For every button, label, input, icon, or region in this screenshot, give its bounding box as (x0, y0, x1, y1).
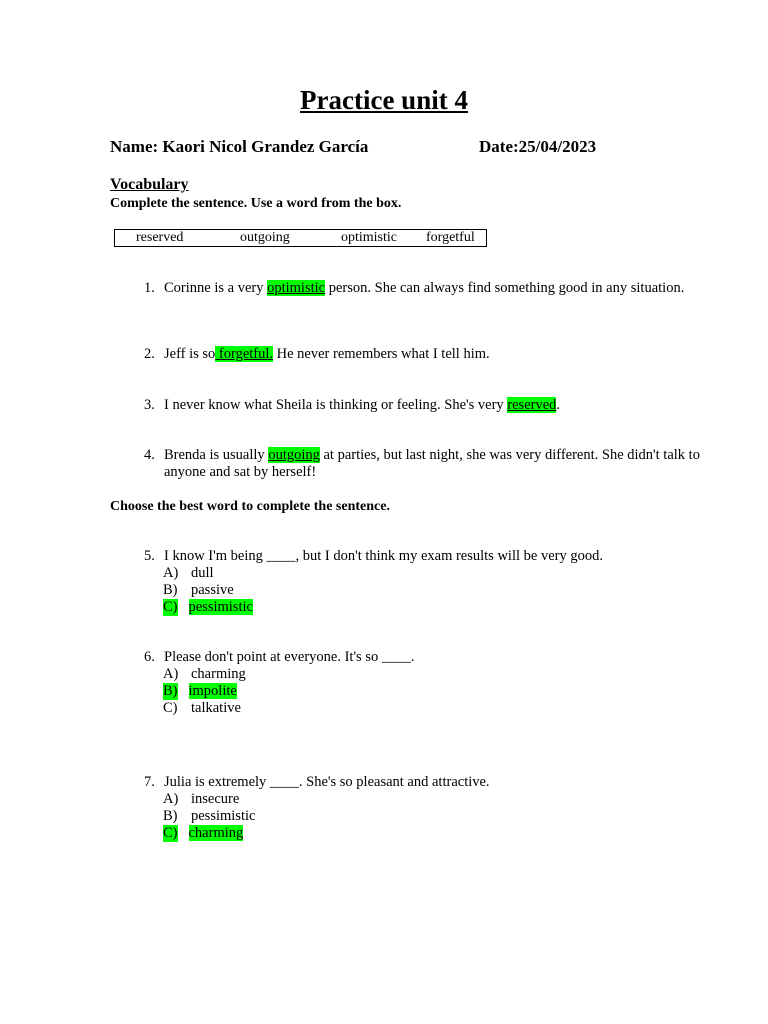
word-box-item: optimistic (341, 230, 397, 245)
question-number: 7. (144, 774, 155, 790)
instruction-complete: Complete the sentence. Use a word from the box. (110, 196, 402, 211)
option-5b: B) passive (163, 582, 234, 598)
question-5 (144, 548, 704, 565)
question-number: 5. (144, 548, 155, 564)
question-number: 6. (144, 649, 155, 665)
question-number: 2. (144, 346, 155, 362)
option-6c: C) talkative (163, 700, 241, 716)
answer-highlight: outgoing (268, 447, 320, 463)
question-text: Please don't point at everyone. It's so ____. (164, 649, 415, 665)
question-number: 3. (144, 397, 155, 413)
word-box-item: forgetful (426, 230, 475, 245)
option-7c-selected: C) charming (163, 825, 244, 841)
option-6a: A) charming (163, 666, 246, 682)
option-7a: A) insecure (163, 791, 240, 807)
question-text: Julia is extremely ____. She's so pleasant and attractive. (164, 774, 490, 790)
word-box (114, 229, 487, 247)
option-6b-selected: B) impolite (163, 683, 237, 699)
question-text: Jeff is so forgetful. He never remembers what I tell him. (164, 346, 490, 362)
question-2 (144, 346, 704, 363)
answer-highlight: reserved (507, 397, 557, 413)
question-6 (144, 649, 704, 666)
question-number: 4. (144, 447, 155, 463)
section-heading-vocabulary: Vocabulary (110, 176, 189, 193)
date: Date:25/04/2023 (479, 137, 597, 156)
question-3 (144, 397, 704, 414)
page-title: Practice unit 4 (300, 85, 468, 115)
question-text: I know I'm being ____, but I don't think my exam results will be very good. (164, 548, 603, 564)
word-box-item: reserved (136, 230, 184, 245)
question-text: Brenda is usually outgoing at parties, but last night, she was very different. She didn't talk to anyone and sat by herself! (164, 447, 700, 480)
option-7b: B) pessimistic (163, 808, 256, 824)
question-1 (144, 280, 704, 297)
option-5a: A) dull (163, 565, 214, 581)
answer-highlight: forgetful. (215, 346, 274, 362)
option-5c-selected: C) pessimistic (163, 599, 253, 615)
answer-highlight: optimistic (267, 280, 326, 296)
question-text: Corinne is a very optimistic person. She can always find something good in any situation. (164, 280, 685, 296)
question-4 (144, 447, 704, 481)
question-7 (144, 774, 704, 791)
instruction-choose: Choose the best word to complete the sentence. (110, 499, 390, 514)
question-number: 1. (144, 280, 155, 296)
student-name: Name: Kaori Nicol Grandez García (110, 137, 369, 156)
word-box-item: outgoing (240, 230, 290, 245)
question-text: I never know what Sheila is thinking or feeling. She's very reserved. (164, 397, 561, 413)
